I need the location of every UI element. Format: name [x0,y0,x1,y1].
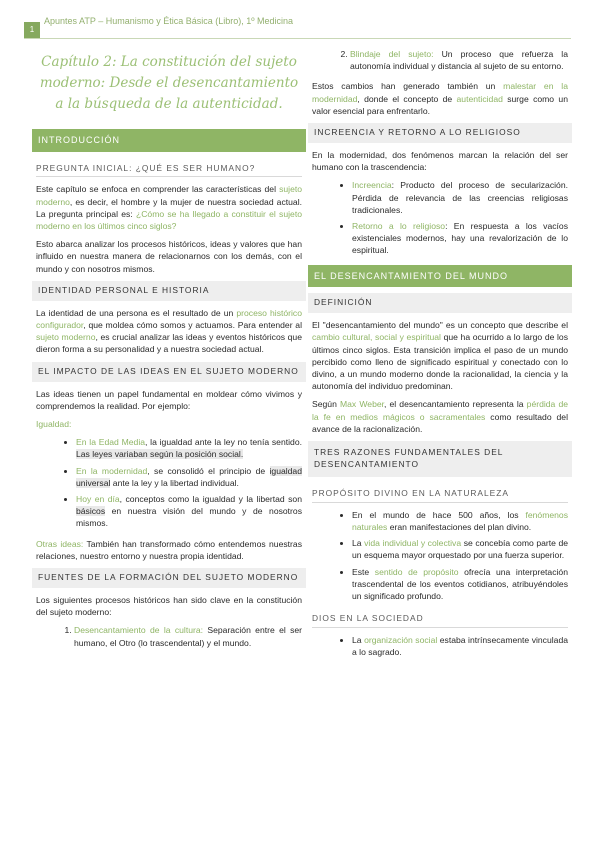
list-fuentes-cont [312,48,568,72]
text: , se consolidó el principio de [147,465,266,476]
text: Estos cambios han generado también un [312,81,496,92]
highlight-text: sujeto moderno [36,184,303,207]
list-proposito [312,509,568,602]
right-column [312,48,568,667]
text: surge como un valor esencial para enfrentarlo. [312,93,568,116]
heading-definicion: DEFINICIÓN [308,293,572,313]
list-increencia [312,179,568,256]
text: eran manifestaciones del plan divino. [389,522,532,533]
highlight-text: En la Edad Media [76,437,146,448]
text: estaba intrínsecamente vinculada a lo sagrado. [352,635,569,658]
highlight-text: Retorno a lo religioso [352,220,446,231]
text: : En respuesta a los vacíos existenciales modernos, hay una revalorización de lo espiritual. [352,220,568,256]
text: Este [352,566,370,577]
list-item [352,509,568,533]
list-item [76,493,302,530]
highlight-text: organización social [364,635,438,646]
heading-dios-sociedad: DIOS EN LA SOCIEDAD [312,610,568,628]
heading-increencia: INCREENCIA Y RETORNO A LO RELIGIOSO [308,123,572,143]
highlight-text: ¿Cómo se ha llegado a constituir el sujeto moderno en los últimos cinco siglos? [36,208,302,232]
text: : Producto del proceso de secularización. Pérdida de relevancia de las creencias religiosas tradicionales. [352,180,568,215]
page-header [0,0,599,38]
heading-identidad: IDENTIDAD PERSONAL E HISTORIA [32,281,306,301]
section-band-desencantamiento: EL DESENCANTAMIENTO DEL MUNDO [308,265,572,288]
paragraph-increencia: En la modernidad, dos fenómenos marcan la relación del ser humano con la trascendencia: [312,149,568,173]
list-item [352,220,568,257]
highlight-text: malestar en la modernidad [312,81,568,104]
highlight-text: autenticidad [456,93,503,104]
text: Separación entre el ser humano, el Otro (lo trascendental) y el mundo. [74,625,303,648]
text: , el desencantamiento representa la [384,399,524,410]
text: , la igualdad ante la ley no tenía sentido. [145,437,302,448]
highlight-text: vida individual y colectiva [364,538,462,549]
highlight-text: sujeto moderno [36,332,96,343]
highlight-text: proceso histórico configurador [36,307,303,330]
paragraph-otras-ideas [36,538,302,562]
heading-impacto: EL IMPACTO DE LAS IDEAS EN EL SUJETO MODERNO [32,362,306,382]
text: En el mundo de hace 500 años, los [352,509,519,520]
highlight-text: Blindaje del sujeto: [350,49,434,59]
header-divider [24,38,571,39]
page-number: 1 [24,22,40,38]
list-item [352,566,568,603]
text: se concebía como parte de un esquema mayor orquestado por una fuerza superior. [352,538,569,561]
section-band-introduccion: INTRODUCCIÓN [32,129,306,152]
list-item [352,634,568,658]
highlight-text: cambio cultural, social y espiritual [312,332,441,343]
heading-tres-razones: TRES RAZONES FUNDAMENTALES DEL DESENCANTAMIENTO [308,441,572,477]
marked-text: igualdad universal [76,465,302,488]
text: La [352,538,362,549]
text: , es crucial analizar las ideas y eventos históricos que dieron forma a su personalidad y a nuestra sociedad actual. [36,332,302,355]
text: , es decir, el hombre y la mujer de nuestra sociedad actual. La pregunta principal es: [36,196,302,219]
list-item [76,465,302,489]
list-fuentes [36,624,302,648]
left-column [36,48,302,657]
highlight-text: Hoy en día [76,493,120,504]
paragraph-impacto: Las ideas tienen un papel fundamental en moldear cómo vivimos y comprendemos la realidad. Por ejemplo: [36,388,302,411]
text: Este capítulo se enfoca en comprender las características del [36,184,276,195]
paragraph-identidad [36,307,302,356]
text: como resultado del avance de la racionalización. [312,411,568,434]
text: , que moldea cómo somos y actuamos. Para entender al [83,320,302,330]
highlight-text: Otras ideas: [36,538,84,549]
label-igualdad: Igualdad: [36,418,72,429]
list-item [74,624,302,648]
text: La [352,635,362,646]
paragraph-procesos: Esto abarca analizar los procesos históricos, ideas y valores que han influido en nuestra manera de relacionarnos con los demás, con el mundo y con nosotros mismos. [36,239,302,274]
paragraph-cambios [312,80,568,117]
text: ofrecía una interpretación trascendental de los eventos cotidianos, atribuyéndoles un significado profundo. [352,566,568,602]
paragraph-pregunta [36,183,302,232]
highlight-text: Increencia [352,180,392,191]
list-item [350,48,568,72]
text: La identidad de una persona es el resultado de un [36,307,234,318]
list-igualdad [36,436,302,529]
running-title: Apuntes ATP – Humanismo y Ética Básica (Libro), 1º Medicina [44,16,294,26]
highlight-text: fenómenos naturales [352,509,569,533]
text: El "desencantamiento del mundo" es un concepto que describe el [312,320,568,331]
text: que ha ocurrido a lo largo de los últimos cinco siglos. Esta transición implica el paso de un mundo percibido como lleno de significado espiritual y conectado con lo divino, a un mundo moderno donde la racionalidad, la ciencia y la autonomía del individuo predominan. [312,332,568,392]
highlight-text: En la modernidad [76,465,148,476]
highlight-text: pérdida de la fe en medios mágicos o sacramentales [312,399,569,422]
text: Un proceso que refuerza la autonomía individual y distancia al sujeto de su entorno. [350,49,568,72]
highlight-text: sentido de propósito [374,566,459,577]
marked-text: básicos [76,506,106,517]
chapter-title: Capítulo 2: La constitución del sujeto moderno: Desde el desencantamiento a la búsqueda de la autenticidad. [39,54,299,112]
marked-text: Las leyes variaban según la posición social. [76,449,244,460]
text: Según [312,399,337,410]
list-item [76,436,302,460]
highlight-text: Desencantamiento de la cultura: [74,625,204,636]
paragraph-definicion [312,319,568,392]
text: También han transformado cómo entendemos nuestras relaciones, nuestro entorno y nuestra propia identidad. [36,538,302,561]
list-item [352,179,568,216]
text: , conceptos como la igualdad y la libertad son [119,493,302,504]
list-dios [312,634,568,658]
text: en nuestra visión del mundo y de nosotros mismos. [76,506,302,529]
heading-proposito: PROPÓSITO DIVINO EN LA NATURALEZA [312,485,568,503]
heading-pregunta-inicial: PREGUNTA INICIAL: ¿QUÉ ES SER HUMANO? [36,160,302,178]
paragraph-fuentes: Los siguientes procesos históricos han sido clave en la constitución del sujeto moderno: [36,594,302,618]
text: , donde el concepto de [357,93,453,104]
heading-fuentes: FUENTES DE LA FORMACIÓN DEL SUJETO MODERNO [32,568,306,588]
list-item [352,537,568,561]
highlight-text: Max Weber [339,399,385,410]
text: ante la ley y la libertad individual. [112,477,239,488]
paragraph-weber [312,398,568,435]
